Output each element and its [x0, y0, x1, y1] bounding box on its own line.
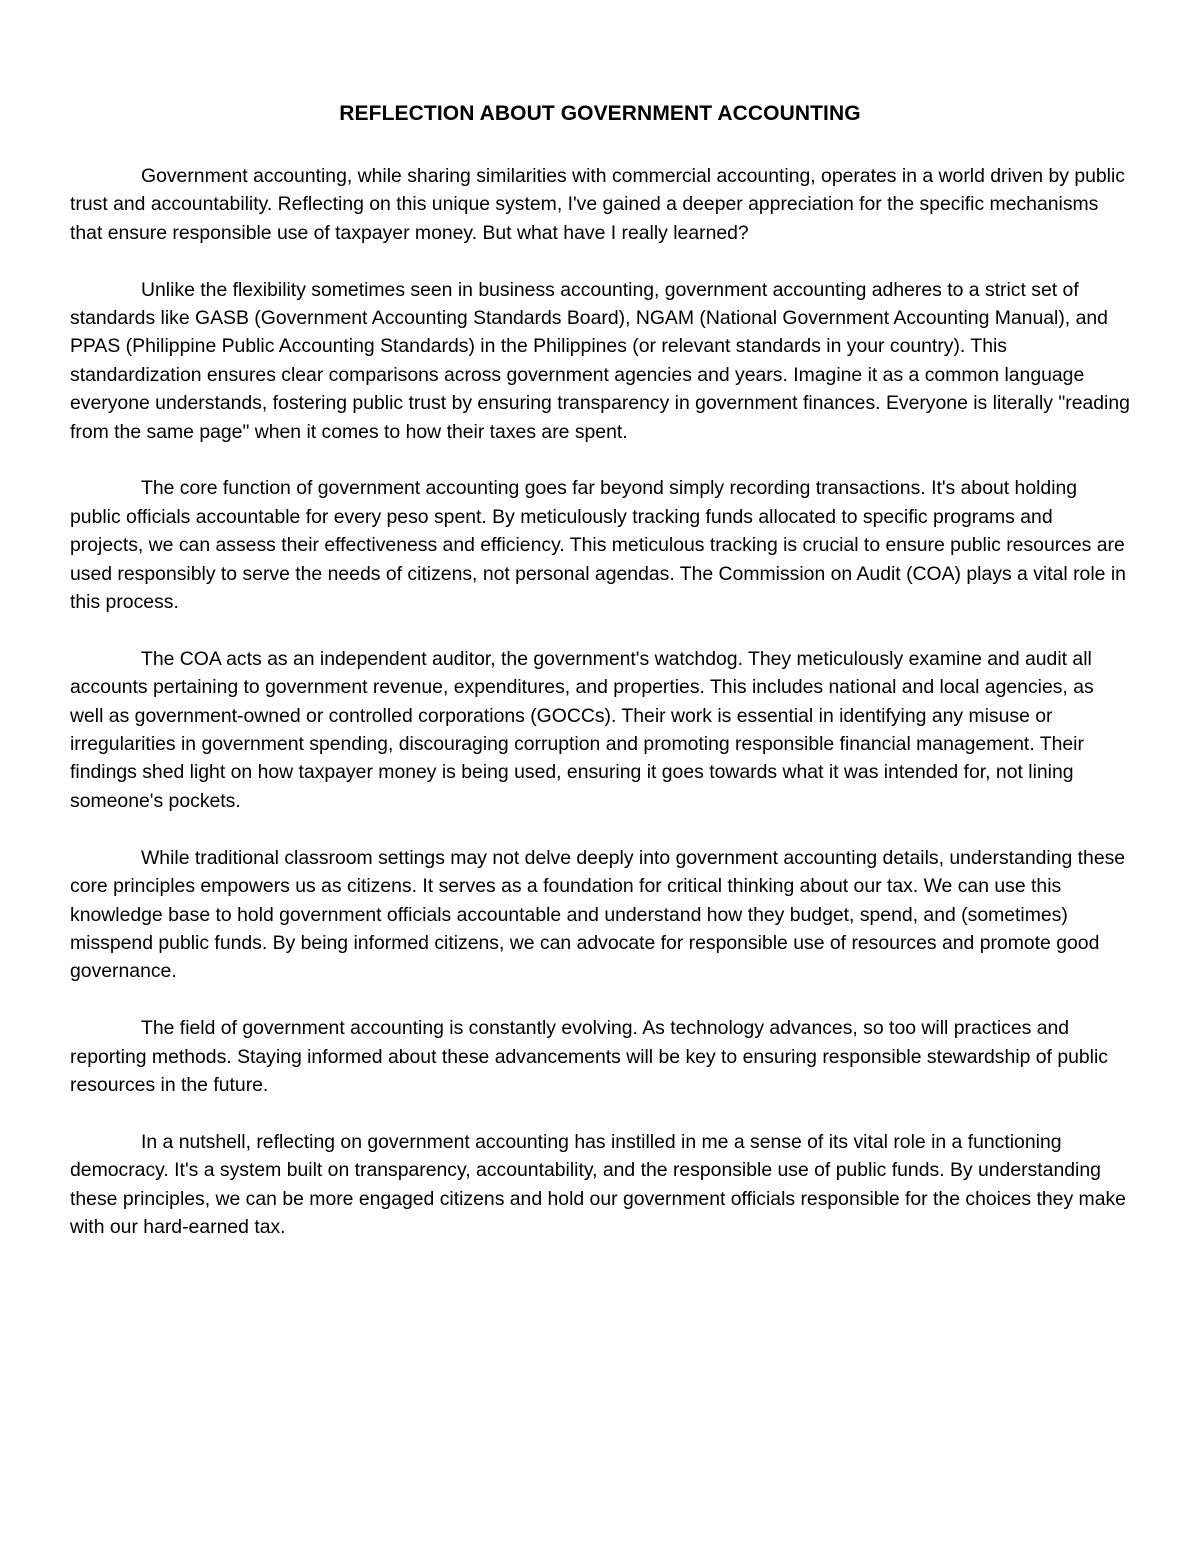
paragraph-core-function: The core function of government accounting goes far beyond simply recording transactions. It's about holding public officials accountable for every peso spent. By meticulously tracking funds allocated to specific programs and projects, we can assess their effectiveness and efficiency. This meticulous tracking is crucial to ensure public resources are used responsibly to serve the needs of citizens, not personal agendas. The Commission on Audit (COA) plays a vital role in this process.: [70, 477, 1126, 614]
paragraph-citizens: While traditional classroom settings may not delve deeply into government accounting details, understanding these core principles empowers us as citizens. It serves as a foundation for critical thinking about our tax. We can use this knowledge base to hold government officials accountable and understand how they budget, spend, and (sometimes) misspend public funds. By being informed citizens, we can advocate for responsible use of resources and promote good governance.: [70, 846, 1126, 983]
document-title: REFLECTION ABOUT GOVERNMENT ACCOUNTING: [339, 102, 861, 125]
paragraph-standards: Unlike the flexibility sometimes seen in business accounting, government accounting adheres to a strict set of standards like GASB (Government Accounting Standards Board), NGAM (National Government Accounting Manual), and PPAS (Philippine Public Accounting Standards) in the Philippines (or relevant standards in your country). This standardization ensures clear comparisons across government agencies and years. Imagine it as a common language everyone understands, fostering public trust by ensuring transparency in government finances. Everyone is literally "reading from the same page" when it comes to how their taxes are spent.: [70, 278, 1130, 443]
paragraph-conclusion: In a nutshell, reflecting on government accounting has instilled in me a sense of its vital role in a functioning democracy. It's a system built on transparency, accountability, and the responsible use of public funds. By understanding these principles, we can be more engaged citizens and hold our government officials responsible for the choices they make with our hard-earned tax.: [70, 1130, 1126, 1238]
paragraph-intro: Government accounting, while sharing similarities with commercial accounting, operates in a world driven by public trust and accountability. Reflecting on this unique system, I've gained a deeper appreciation for the specific mechanisms that ensure responsible use of taxpayer money. But what have I really learned?: [70, 165, 1125, 244]
paragraph-coa: The COA acts as an independent auditor, the government's watchdog. They meticulously examine and audit all accounts pertaining to government revenue, expenditures, and properties. This includes national and local agencies, as well as government-owned or controlled corporations (GOCCs). Their work is essential in identifying any misuse or irregularities in government spending, discouraging corruption and promoting responsible financial management. Their findings shed light on how taxpayer money is being used, ensuring it goes towards what it was intended for, not lining someone's pockets.: [70, 647, 1094, 812]
paragraph-evolving-field: The field of government accounting is constantly evolving. As technology advances, so too will practices and reporting methods. Staying informed about these advancements will be key to ensuring responsible stewardship of public resources in the future.: [70, 1017, 1108, 1096]
